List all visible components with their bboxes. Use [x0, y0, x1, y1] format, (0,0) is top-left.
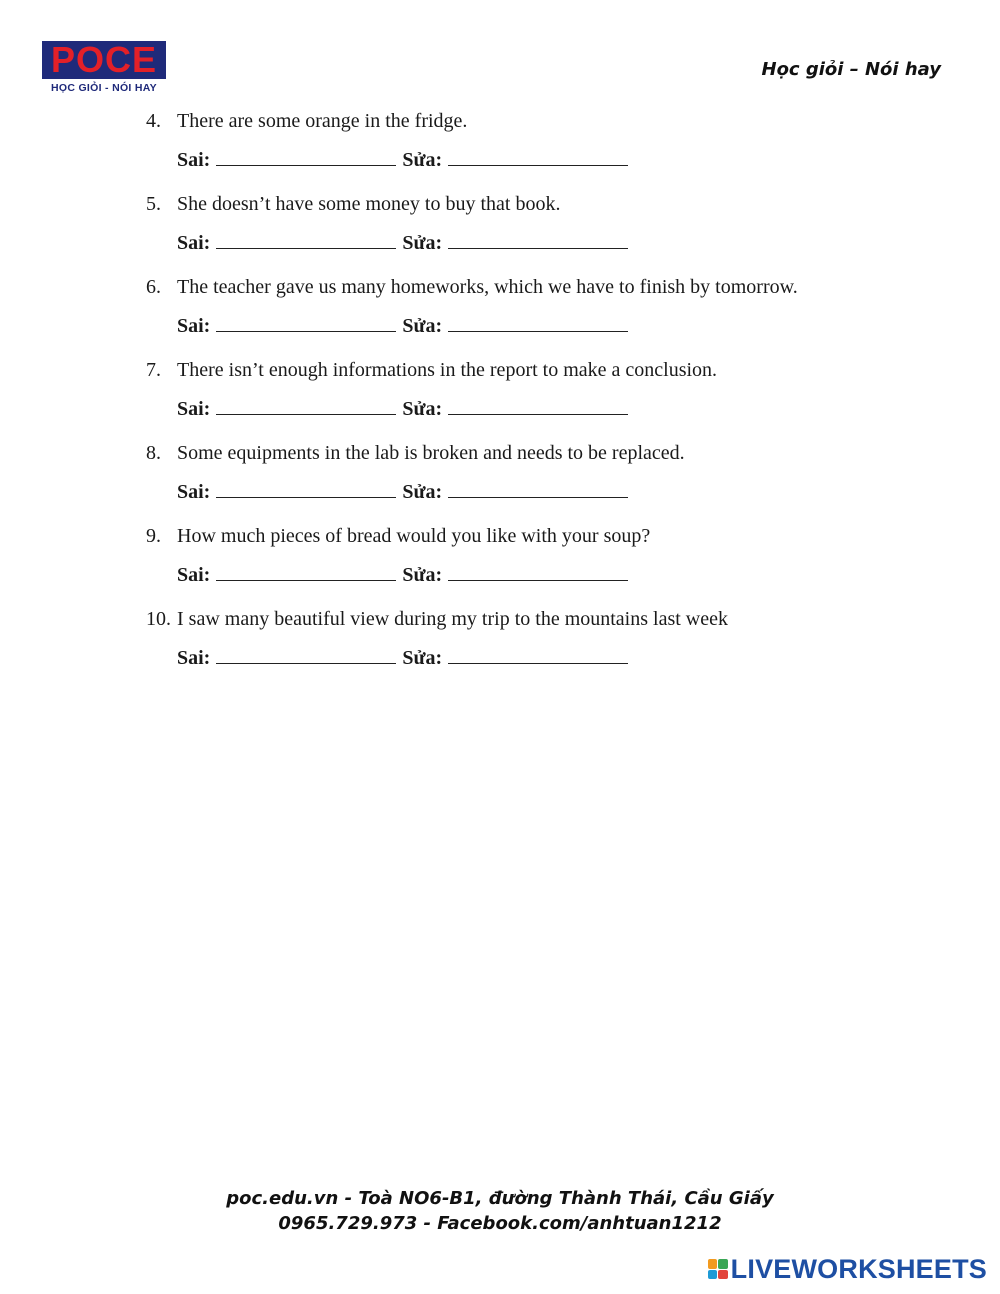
question-number: 6. [146, 276, 161, 298]
wrong-label: Sai: [177, 149, 211, 171]
wrong-label: Sai: [177, 232, 211, 254]
correct-answer-blank[interactable] [448, 147, 628, 166]
wrong-label: Sai: [177, 647, 211, 669]
correct-answer-blank[interactable] [448, 230, 628, 249]
question-text: The teacher gave us many homeworks, which we have to finish by tomorrow. [177, 276, 798, 298]
logo-subtitle: HỌC GIỎI - NÓI HAY [51, 82, 157, 94]
liveworksheets-icon [708, 1259, 728, 1279]
correct-label: Sửa: [402, 564, 443, 586]
question-item [146, 519, 866, 602]
logo-box [42, 41, 166, 79]
question-number: 8. [146, 442, 161, 464]
wrong-answer-blank[interactable] [216, 396, 396, 415]
question-text: How much pieces of bread would you like with your soup? [177, 525, 651, 547]
question-list [146, 104, 866, 685]
question-number: 5. [146, 193, 161, 215]
correct-label: Sửa: [402, 315, 443, 337]
correct-label: Sửa: [402, 481, 443, 503]
footer-contact: 0965.729.973 - Facebook.com/anhtuan1212 [278, 1213, 722, 1234]
question-item [146, 270, 866, 353]
logo-text: POCE [50, 39, 158, 80]
correct-answer-blank[interactable] [448, 562, 628, 581]
question-number: 4. [146, 110, 161, 132]
question-number: 7. [146, 359, 161, 381]
correct-answer-blank[interactable] [448, 396, 628, 415]
question-item [146, 436, 866, 519]
wrong-answer-blank[interactable] [216, 230, 396, 249]
correct-label: Sửa: [402, 232, 443, 254]
header-slogan: Học giỏi – Nói hay [761, 59, 941, 80]
correct-answer-blank[interactable] [448, 313, 628, 332]
correct-answer-blank[interactable] [448, 645, 628, 664]
wrong-label: Sai: [177, 564, 211, 586]
wrong-label: Sai: [177, 315, 211, 337]
wrong-label: Sai: [177, 398, 211, 420]
liveworksheets-watermark [708, 1253, 987, 1284]
footer [0, 1186, 1000, 1236]
question-text: There are some orange in the fridge. [177, 110, 468, 132]
liveworksheets-text: LIVEWORKSHEETS [730, 1253, 987, 1284]
question-text: There isn’t enough informations in the report to make a conclusion. [177, 359, 718, 381]
correct-answer-blank[interactable] [448, 479, 628, 498]
question-item [146, 104, 866, 187]
wrong-answer-blank[interactable] [216, 147, 396, 166]
question-number: 10. [146, 608, 171, 630]
question-text: Some equipments in the lab is broken and needs to be replaced. [177, 442, 685, 464]
question-text: I saw many beautiful view during my trip to the mountains last week [177, 608, 728, 630]
question-item [146, 602, 866, 685]
poce-logo [42, 41, 166, 95]
wrong-answer-blank[interactable] [216, 562, 396, 581]
footer-address: poc.edu.vn - Toà NO6-B1, đường Thành Thái, Cầu Giấy [226, 1188, 774, 1209]
correct-label: Sửa: [402, 398, 443, 420]
question-text: She doesn’t have some money to buy that book. [177, 193, 561, 215]
wrong-answer-blank[interactable] [216, 645, 396, 664]
wrong-answer-blank[interactable] [216, 313, 396, 332]
correct-label: Sửa: [402, 647, 443, 669]
correct-label: Sửa: [402, 149, 443, 171]
wrong-answer-blank[interactable] [216, 479, 396, 498]
question-item [146, 187, 866, 270]
wrong-label: Sai: [177, 481, 211, 503]
question-number: 9. [146, 525, 161, 547]
question-item [146, 353, 866, 436]
